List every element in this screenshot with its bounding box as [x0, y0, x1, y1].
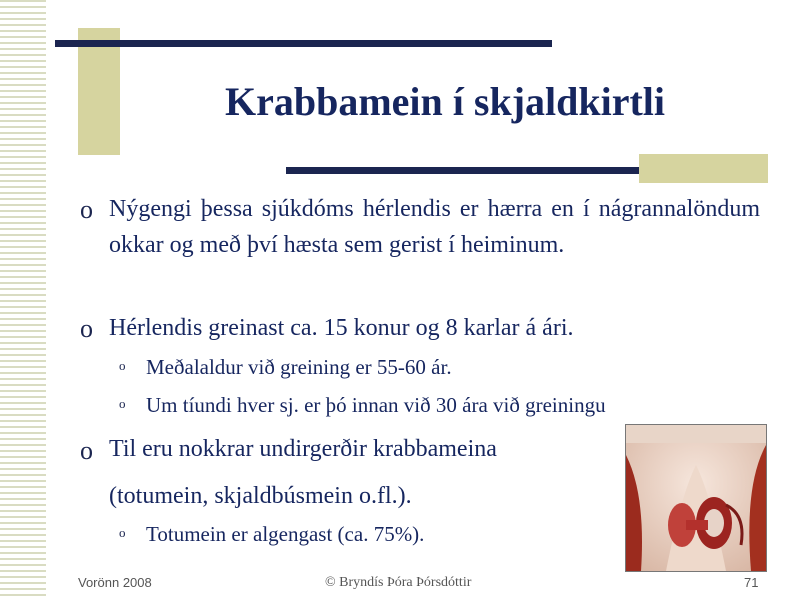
footer-semester: Vorönn 2008: [78, 575, 152, 590]
sub-bullet-marker: o: [119, 358, 126, 373]
bullet-text-3: Til eru nokkrar undirgerðir krabbameina: [109, 436, 497, 462]
bullet-text-3-continued: (totumein, skjaldbúsmein o.fl.).: [109, 483, 412, 509]
footer-author: © Bryndís Þóra Þórsdóttir: [325, 575, 472, 590]
slide-title: Krabbamein í skjaldkirtli: [224, 79, 666, 124]
sub-bullet-text-2: Um tíundi hver sj. er þó innan við 30 ára við greiningu: [146, 393, 606, 417]
sub-bullet-text-1: Meðalaldur við greining er 55-60 ár.: [146, 355, 452, 379]
bullet-marker: o: [80, 195, 93, 224]
bullet-text-1: Nýgengi þessa sjúkdóms hérlendis er hærra en í nágrannalöndum okkar og með því hæsta sem gerist í heiminum.: [109, 196, 760, 258]
accent-block-top: [78, 28, 120, 155]
bullet-text-2: Hérlendis greinast ca. 15 konur og 8 karlar á ári.: [109, 315, 574, 341]
sub-bullet-marker: o: [119, 525, 126, 540]
bullet-marker: o: [80, 436, 93, 465]
sub-bullet-text-3: Totumein er algengast (ca. 75%).: [146, 522, 425, 546]
title-rule-top: [55, 40, 552, 47]
bullet-marker: o: [80, 314, 93, 343]
left-stripe-decoration: [0, 0, 46, 600]
thyroid-illustration: [625, 424, 767, 572]
accent-block-bottom: [639, 154, 768, 183]
sub-bullet-marker: o: [119, 396, 126, 411]
footer-page-number: 71: [744, 575, 759, 590]
